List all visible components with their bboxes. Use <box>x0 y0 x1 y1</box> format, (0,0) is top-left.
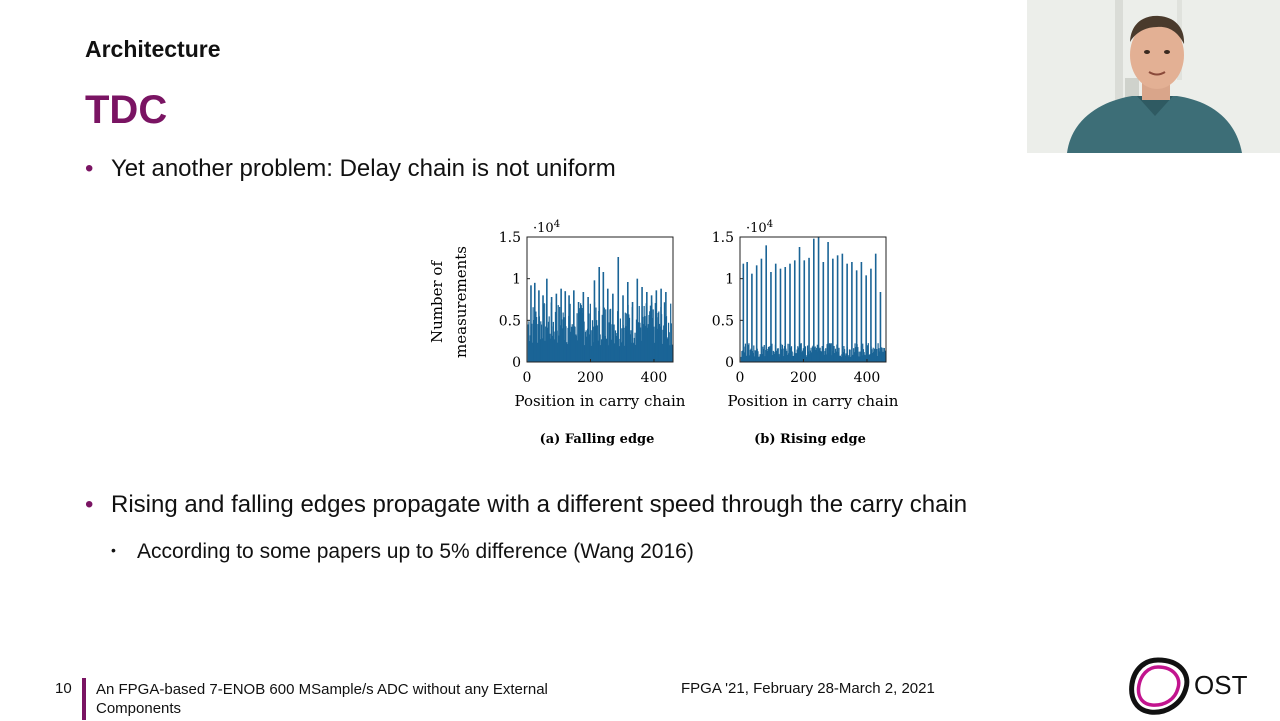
bullet-2-text: Rising and falling edges propagate with a different speed through the carry chain <box>111 491 968 518</box>
chart-a-y-tick-label: 1.5 <box>498 230 521 246</box>
chart-a-x-tick-label: 400 <box>640 370 668 386</box>
chart-b-spike <box>827 242 829 362</box>
bullet-1 <box>85 155 616 183</box>
chart-a-spike <box>568 295 570 362</box>
chart-a-spike <box>530 285 532 362</box>
chart-a-y-tick-label: 1 <box>512 271 521 288</box>
chart-a-spike <box>542 295 544 362</box>
chart-a-y-tick-label: 0 <box>512 355 521 371</box>
chart-a-spike <box>632 302 634 362</box>
chart-b-spike <box>775 264 777 362</box>
chart-a-spike <box>646 292 648 362</box>
chart-a-spike <box>583 292 585 362</box>
chart-b-spike <box>746 262 748 362</box>
chart-b-xlabel: Position in carry chain <box>727 392 899 410</box>
ost-logo-inner-ring <box>1139 667 1179 705</box>
ost-logo <box>1128 656 1258 716</box>
sub-bullet-text: According to some papers up to 5% difference (Wang 2016) <box>137 540 694 563</box>
slide-title: TDC <box>85 88 168 132</box>
chart-a-spike <box>578 302 580 362</box>
chart-a-spike <box>612 294 614 362</box>
chart-b-y-tick-label: 1 <box>725 271 734 288</box>
chart-a-spike <box>660 289 662 362</box>
y-axis-label-line2: measurements <box>452 246 470 358</box>
chart-b-spike <box>818 237 820 362</box>
bullet-marker: • <box>85 491 94 518</box>
chart-b-spike <box>803 260 805 362</box>
chart-a-spike <box>556 294 558 362</box>
chart-a-noise-bar <box>671 345 672 362</box>
chart-b-spike <box>851 262 853 362</box>
chart-b-y-tick-label: 0.5 <box>711 313 734 330</box>
chart-b-spike <box>784 267 786 362</box>
footer-conference: FPGA '21, February 28-March 2, 2021 <box>681 680 935 697</box>
chart-b-x-tick-label: 0 <box>735 370 745 386</box>
chart-a-spike <box>560 289 562 362</box>
ost-logo-mark <box>1128 656 1258 716</box>
chart-a-x-tick-label: 200 <box>577 370 604 386</box>
chart-a-spike <box>641 287 643 362</box>
chart-b-spike <box>813 239 815 362</box>
chart-b-spike <box>780 269 782 362</box>
chart-a-multiplier: $\cdot 10^4$ <box>533 219 561 236</box>
chart-b-spike <box>799 247 801 362</box>
ost-logo-text: OST <box>1194 670 1248 700</box>
sub-bullet-marker: • <box>111 542 116 558</box>
chart-b-spike <box>842 254 844 362</box>
chart-b-spike <box>846 264 848 362</box>
bullet-marker: • <box>85 155 94 182</box>
chart-a-subtitle: (a) Falling edge <box>539 432 655 447</box>
footer-accent-bar <box>82 678 86 720</box>
chart-b-spike <box>875 254 877 362</box>
chart-a-spike <box>607 289 609 362</box>
chart-b-spike <box>756 265 758 362</box>
chart-a-spike <box>598 267 600 362</box>
chart-a-spike <box>534 283 536 362</box>
chart-b-spike <box>880 292 882 362</box>
chart-rising-edge <box>712 219 899 447</box>
chart-a-spike <box>587 297 589 362</box>
chart-a-spike <box>546 279 548 362</box>
chart-b-spike <box>856 270 858 362</box>
footer-presentation-title: An FPGA-based 7-ENOB 600 MSample/s ADC without any External Components <box>96 681 548 717</box>
chart-b-spike <box>794 260 796 362</box>
chart-a-spike <box>603 272 605 362</box>
chart-a-spike <box>622 295 624 362</box>
bullet-2 <box>85 491 967 519</box>
bullet-1-text: Yet another problem: Delay chain is not uniform <box>111 155 616 182</box>
chart-b-subtitle: (b) Rising edge <box>754 432 866 447</box>
chart-b-y-tick-label: 1.5 <box>711 230 734 246</box>
presenter-image <box>1027 0 1280 153</box>
chart-a-spike <box>594 280 596 362</box>
chart-a-spike <box>617 257 619 362</box>
chart-b-spike <box>789 264 791 362</box>
chart-a-xlabel: Position in carry chain <box>514 392 686 410</box>
histogram-figure <box>420 210 920 460</box>
chart-b-spike <box>761 259 763 362</box>
chart-a-spike <box>656 290 658 362</box>
chart-b-x-tick-label: 200 <box>790 370 817 386</box>
chart-b-spike <box>861 262 863 362</box>
chart-a-x-tick-label: 0 <box>522 370 532 386</box>
chart-a-spike <box>665 292 667 362</box>
chart-b-spike <box>823 262 825 362</box>
chart-a-spike <box>637 279 639 362</box>
chart-b-noise-bar <box>884 351 885 362</box>
page-number: 10 <box>55 680 72 697</box>
chart-b-y-tick-label: 0 <box>725 355 734 371</box>
chart-b-x-tick-label: 400 <box>853 370 881 386</box>
chart-b-spike <box>808 258 810 362</box>
chart-a-spike <box>538 290 540 362</box>
figure <box>420 210 920 460</box>
chart-b-spike <box>770 272 772 362</box>
chart-falling-edge <box>499 219 686 447</box>
section-title: Architecture <box>85 36 221 62</box>
chart-b-spike <box>751 274 753 362</box>
chart-a-spike <box>551 297 553 362</box>
chart-a-spike <box>627 282 629 362</box>
chart-a-spike <box>573 290 575 362</box>
chart-a-spike <box>651 295 653 362</box>
chart-b-spike <box>837 255 839 362</box>
chart-b-spike <box>870 269 872 362</box>
chart-a-y-tick-label: 0.5 <box>498 313 521 330</box>
sub-bullet <box>111 540 694 564</box>
chart-b-multiplier: $\cdot 10^4$ <box>746 219 774 236</box>
chart-b-spike <box>865 275 867 362</box>
chart-b-spike <box>832 259 834 362</box>
y-axis-label-line1: Number of <box>428 260 446 344</box>
chart-b-spike <box>765 245 767 362</box>
chart-a-spike <box>564 291 566 362</box>
webcam-video <box>1027 0 1280 153</box>
